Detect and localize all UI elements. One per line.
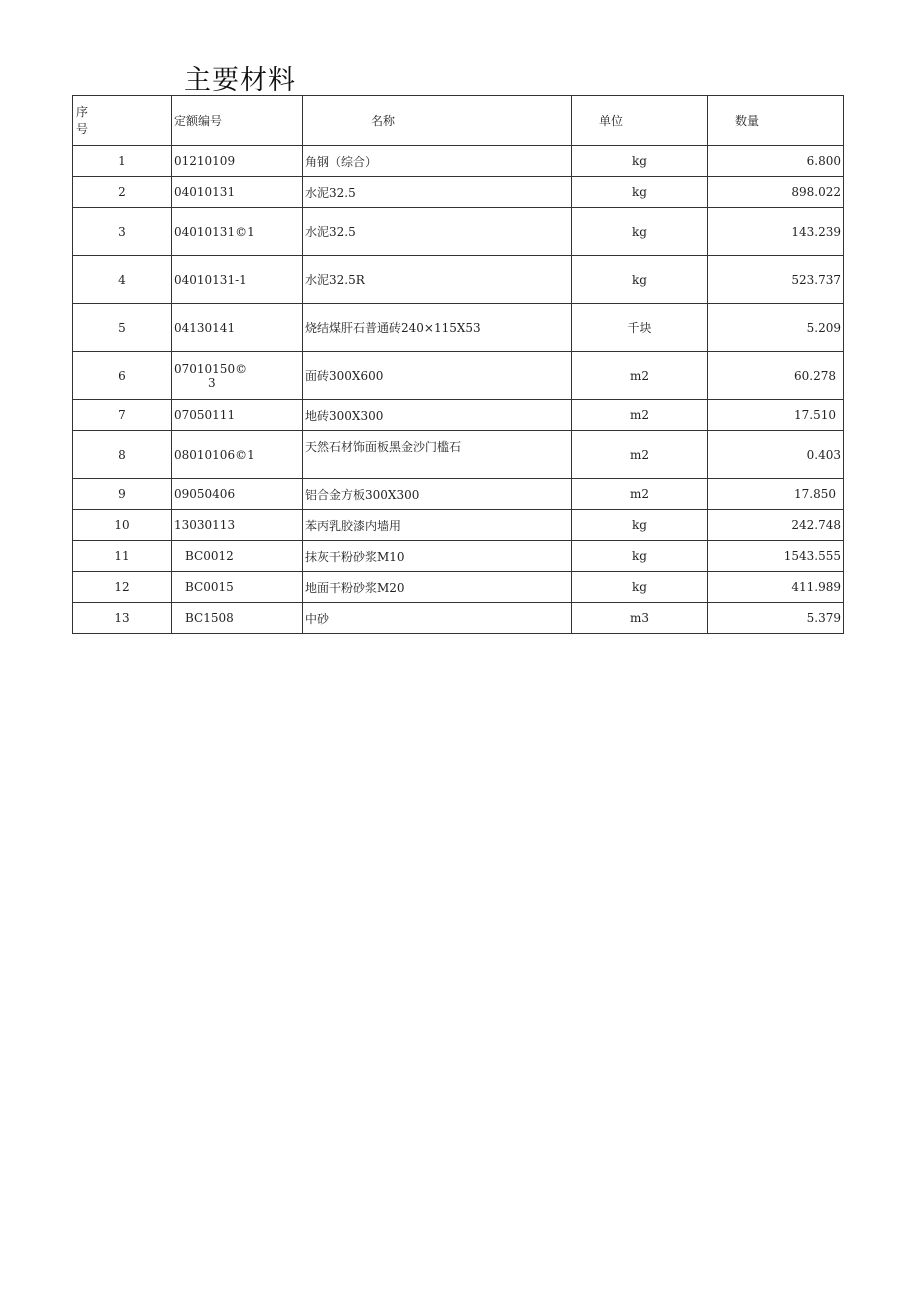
row-unit: kg bbox=[572, 208, 708, 256]
row-unit: kg bbox=[572, 177, 708, 208]
row-qty: 523.737 bbox=[708, 256, 844, 304]
row-unit: kg bbox=[572, 256, 708, 304]
table-row bbox=[73, 177, 844, 208]
row-name: 铝合金方板300X300 bbox=[303, 479, 572, 510]
row-no: 9 bbox=[73, 479, 172, 510]
row-code: 04010131©1 bbox=[172, 208, 303, 256]
row-no: 4 bbox=[73, 256, 172, 304]
row-qty: 5.379 bbox=[708, 603, 844, 634]
header-unit: 单位 bbox=[572, 96, 708, 146]
row-qty: 6.800 bbox=[708, 146, 844, 177]
table-row bbox=[73, 352, 844, 400]
header-no: 序号 bbox=[73, 96, 172, 146]
table-row bbox=[73, 256, 844, 304]
row-code: 13030113 bbox=[172, 510, 303, 541]
row-unit: kg bbox=[572, 510, 708, 541]
row-no: 3 bbox=[73, 208, 172, 256]
row-code-line1: 07010150© bbox=[174, 361, 248, 376]
table-header-row bbox=[73, 96, 844, 146]
table-row bbox=[73, 400, 844, 431]
header-code: 定额编号 bbox=[172, 96, 303, 146]
row-qty: 0.403 bbox=[708, 431, 844, 479]
row-code: BC1508 bbox=[172, 603, 303, 634]
row-unit: 千块 bbox=[572, 304, 708, 352]
row-unit: m2 bbox=[572, 479, 708, 510]
row-name: 天然石材饰面板黑金沙门槛石 bbox=[303, 431, 572, 479]
row-code: BC0012 bbox=[172, 541, 303, 572]
row-qty: 143.239 bbox=[708, 208, 844, 256]
table-row bbox=[73, 541, 844, 572]
row-unit: m2 bbox=[572, 400, 708, 431]
row-no: 6 bbox=[73, 352, 172, 400]
page-title: 主要材料 bbox=[184, 65, 296, 96]
row-no: 5 bbox=[73, 304, 172, 352]
row-name: 烧结煤肝石普通砖240×115X53 bbox=[303, 304, 572, 352]
row-name: 水泥32.5 bbox=[303, 177, 572, 208]
row-no: 2 bbox=[73, 177, 172, 208]
row-qty: 242.748 bbox=[708, 510, 844, 541]
row-no: 8 bbox=[73, 431, 172, 479]
row-no: 7 bbox=[73, 400, 172, 431]
row-unit: m2 bbox=[572, 431, 708, 479]
row-no: 1 bbox=[73, 146, 172, 177]
table-row bbox=[73, 208, 844, 256]
table-row bbox=[73, 146, 844, 177]
row-no: 13 bbox=[73, 603, 172, 634]
row-name: 地面干粉砂浆M20 bbox=[303, 572, 572, 603]
row-code bbox=[172, 352, 303, 400]
row-name: 中砂 bbox=[303, 603, 572, 634]
row-code: 08010106©1 bbox=[172, 431, 303, 479]
row-code: 04010131 bbox=[172, 177, 303, 208]
table-row bbox=[73, 431, 844, 479]
row-name: 水泥32.5R bbox=[303, 256, 572, 304]
row-name: 抹灰干粉砂浆M10 bbox=[303, 541, 572, 572]
row-unit: m2 bbox=[572, 352, 708, 400]
materials-table bbox=[72, 95, 844, 634]
table-row bbox=[73, 603, 844, 634]
row-code: 07050111 bbox=[172, 400, 303, 431]
header-name: 名称 bbox=[303, 96, 572, 146]
row-name: 水泥32.5 bbox=[303, 208, 572, 256]
row-unit: kg bbox=[572, 541, 708, 572]
row-qty: 5.209 bbox=[708, 304, 844, 352]
row-no: 10 bbox=[73, 510, 172, 541]
row-code: 09050406 bbox=[172, 479, 303, 510]
row-name: 面砖300X600 bbox=[303, 352, 572, 400]
row-qty: 17.510 bbox=[708, 400, 844, 431]
row-code: 04010131-1 bbox=[172, 256, 303, 304]
row-no: 11 bbox=[73, 541, 172, 572]
table-row bbox=[73, 572, 844, 603]
row-qty: 60.278 bbox=[708, 352, 844, 400]
row-unit: m3 bbox=[572, 603, 708, 634]
header-qty: 数量 bbox=[708, 96, 844, 146]
row-no: 12 bbox=[73, 572, 172, 603]
table-row bbox=[73, 510, 844, 541]
row-name: 地砖300X300 bbox=[303, 400, 572, 431]
row-qty: 1543.555 bbox=[708, 541, 844, 572]
row-unit: kg bbox=[572, 146, 708, 177]
row-code: BC0015 bbox=[172, 572, 303, 603]
table-row bbox=[73, 479, 844, 510]
row-name: 苯丙乳胶漆内墙用 bbox=[303, 510, 572, 541]
row-qty: 17.850 bbox=[708, 479, 844, 510]
row-qty: 898.022 bbox=[708, 177, 844, 208]
row-code-line2: 3 bbox=[208, 375, 216, 390]
row-code: 04130141 bbox=[172, 304, 303, 352]
row-qty: 411.989 bbox=[708, 572, 844, 603]
table-row bbox=[73, 304, 844, 352]
row-code: 01210109 bbox=[172, 146, 303, 177]
row-unit: kg bbox=[572, 572, 708, 603]
row-name: 角钢（综合） bbox=[303, 146, 572, 177]
